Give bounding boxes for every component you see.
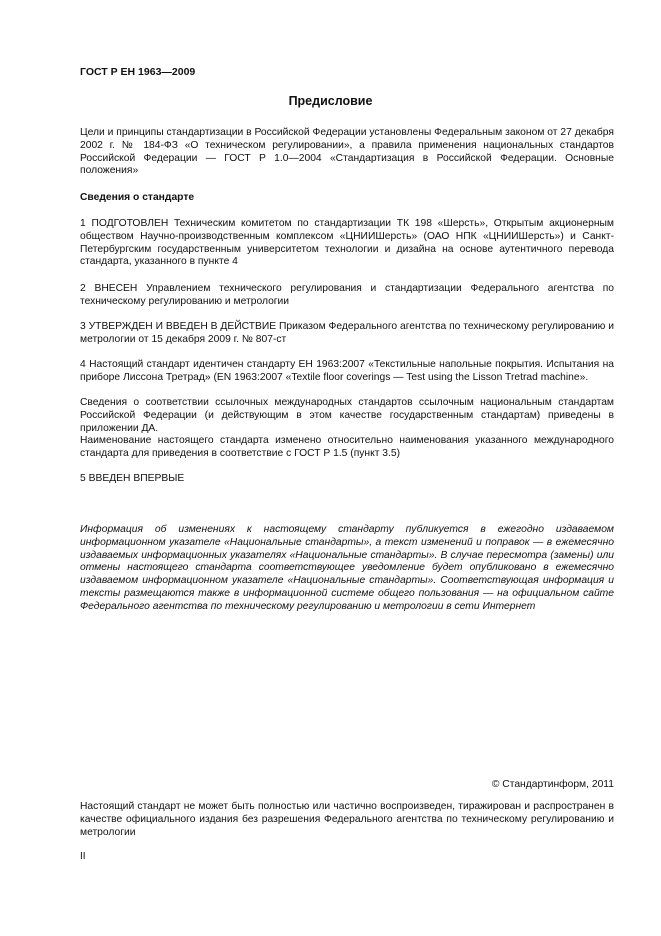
item-3-paragraph: 3 УТВЕРЖДЕН И ВВЕДЕН В ДЕЙСТВИЕ Приказом Федерального агентства по техническому регулированию и метрологии от 15 декабря 2009 г. № 807-ст (80, 321, 614, 345)
rights-paragraph: Настоящий стандарт не может быть полностью или частично воспроизведен, тиражирован и распространен в качестве официального издания без разрешения Федерального агентства по техническому регулированию и метрологии (80, 801, 614, 838)
item-4-paragraph: 4 Настоящий стандарт идентичен стандарту ЕН 1963:2007 «Текстильные напольные покрытия. Испытания на приборе Лиссона Третрад» (EN 1963:2007 «Textile floor coverings — Test using the Lisson Tretrad machine». (80, 359, 614, 383)
change-notice-paragraph: Информация об изменениях к настоящему стандарту публикуется в ежегодно издаваемом информационном указателе «Национальные стандарты», а текст изменений и поправок — в ежемесячно издаваемых информационных указателях «Национальные стандарты». В случае пересмотра (замены) или отмены настоящего стандарта соответствующее уведомление будет опубликовано в ежемесячно издаваемом информационном указателе «Национальные стандарты». Соответствующая информация и тексты размещаются также в информационной системе общего пользования — на официальном сайте Федерального агентства по техническому регулированию и метрологии в сети Интернет (80, 524, 614, 612)
item-5-paragraph: 5 ВВЕДЕН ВПЕРВЫЕ (80, 473, 185, 484)
item-4-name-change-paragraph: Наименование настоящего стандарта изменено относительно наименования указанного международного стандарта для приведения в соответствие с ГОСТ Р 1.5 (пункт 3.5) (80, 435, 614, 459)
copyright-line: © Стандартинформ, 2011 (491, 779, 614, 790)
intro-paragraph: Цели и принципы стандартизации в Российской Федерации установлены Федеральным законом от 27 декабря 2002 г. № 184-ФЗ «О техническом регулировании», а правила применения национальных стандартов Российской Федерации — ГОСТ Р 1.0—2004 «Стандартизация в Российской Федерации. Основные положения» (80, 127, 614, 177)
item-2-paragraph: 2 ВНЕСЕН Управлением технического регулирования и стандартизации Федерального агентства по техническому регулированию и метрологии (80, 283, 614, 307)
item-4-references-paragraph: Сведения о соответствии ссылочных международных стандартов ссылочным национальным стандартам Российской Федерации (и действующим в этом качестве государственным стандартам) приведены в приложении ДА. (80, 397, 614, 434)
page-title: Предисловие (288, 94, 373, 108)
item-1-paragraph: 1 ПОДГОТОВЛЕН Техническим комитетом по стандартизации ТК 198 «Шерсть», Открытым акционерным обществом Научно-производственным комплексом «ЦНИИШерсть» (ОАО НПК «ЦНИИШерсть») и Санкт-Петербургским государственным университетом технологии и дизайна на основе аутентичного перевода стандарта, указанного в пункте 4 (80, 218, 614, 268)
section-subtitle: Сведения о стандарте (80, 192, 195, 203)
page-number: II (80, 851, 86, 862)
document-code-header: ГОСТ Р ЕН 1963—2009 (80, 66, 196, 78)
